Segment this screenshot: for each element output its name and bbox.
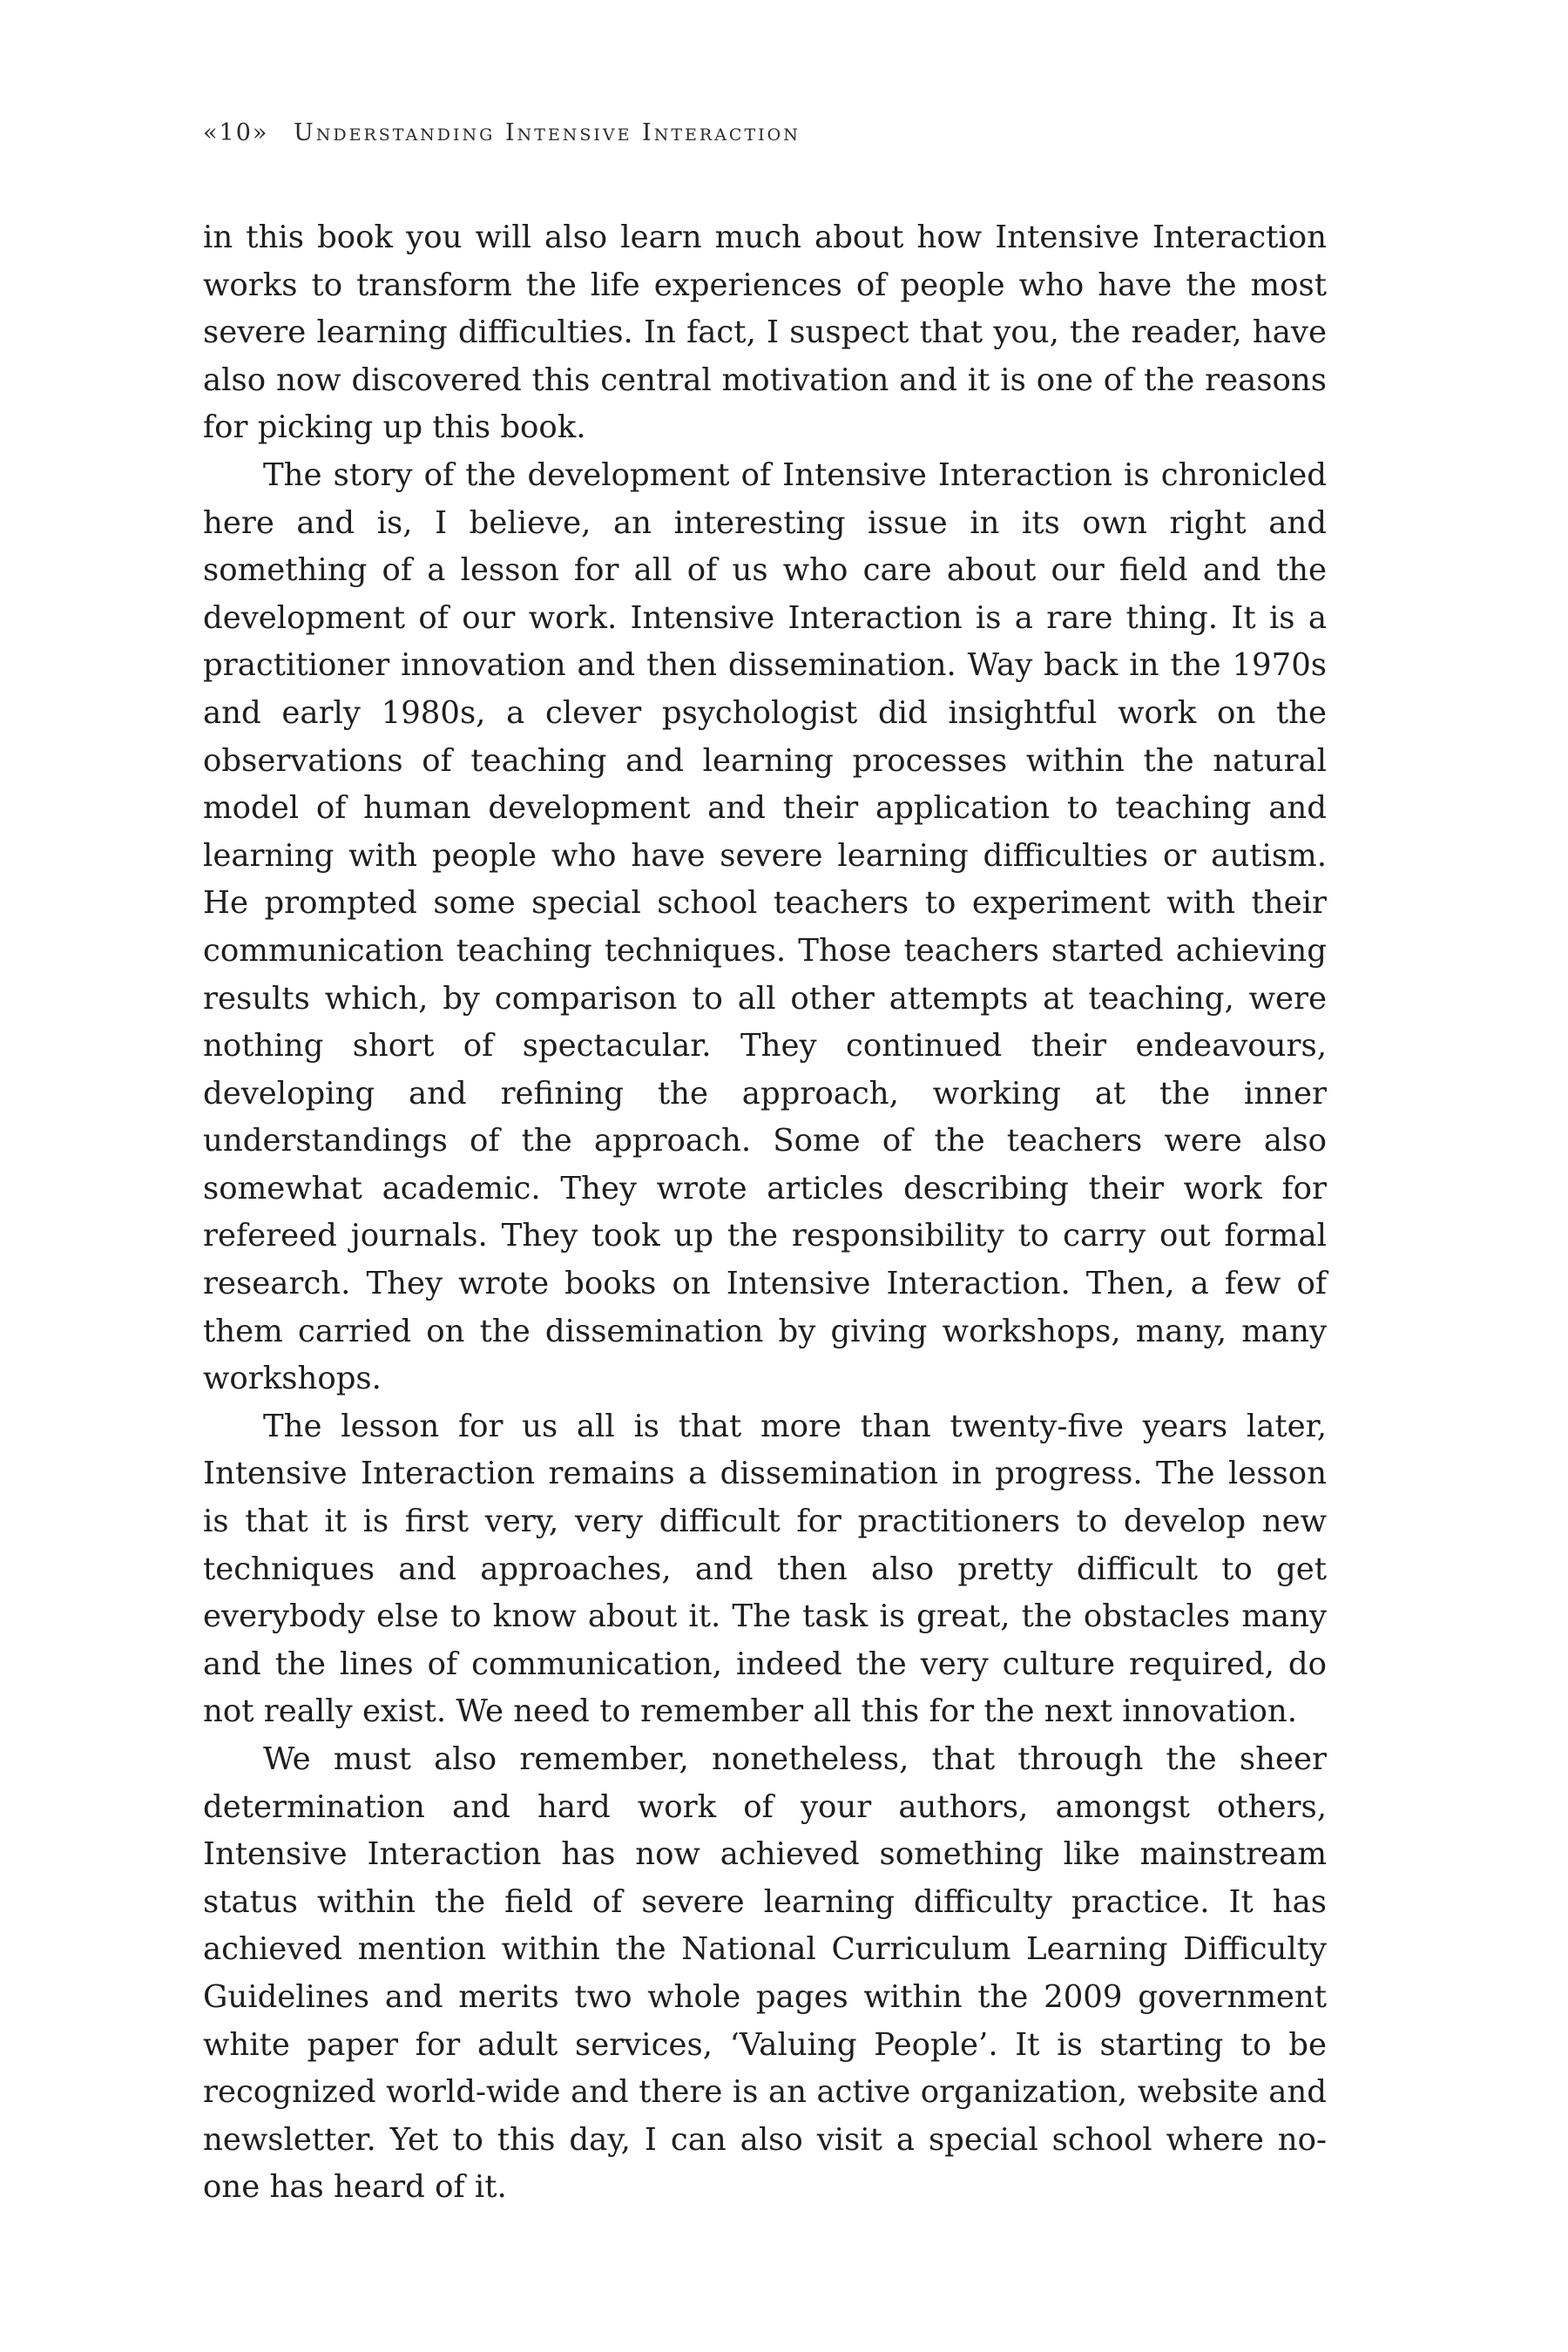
paragraph-1: in this book you will also learn much about how Intensive Interaction works to transform the life experiences of people who have the most severe learning difficulties. In fact, I suspect that you, the reader, have also now discovered this central motivation and it is one of the reasons for picking up this book.: [203, 220, 1327, 446]
paragraph-3: The lesson for us all is that more than twenty-five years later, Intensive Interaction remains a dissemination in progress. The lesson is that it is first very, very difficult for practitioners to develop new techniques and approaches, and then also pretty difficult to get everybody else to know about it. The task is great, the obstacles many and the lines of communication, indeed the very culture required, do not really exist. We need to remember all this for the next innovation.: [203, 1408, 1327, 1730]
running-title: Understanding Intensive Interaction: [294, 119, 801, 146]
body-text: [203, 214, 1327, 2212]
paragraph-2: The story of the development of Intensive Interaction is chronicled here and is, I believe, an interesting issue in its own right and something of a lesson for all of us who care about our field and the development of our work. Intensive Interaction is a rare thing. It is a practitioner innovation and then dissemination. Way back in the 1970s and early 1980s, a clever psychologist did insightful work on the observations of teaching and learning processes within the natural model of human development and their application to teaching and learning with people who have severe learning difficulties or autism. He prompted some special school teachers to experiment with their communication teaching techniques. Those teachers started achieving results which, by comparison to all other attempts at teaching, were nothing short of spectacular. They continued their endeavours, developing and refining the approach, working at the inner understandings of the approach. Some of the teachers were also somewhat academic. They wrote articles describing their work for refereed journals. They took up the responsibility to carry out formal research. They wrote books on Intensive Interaction. Then, a few of them carried on the dissemination by giving workshops, many, many workshops.: [203, 456, 1327, 1397]
paragraph-4: We must also remember, nonetheless, that through the sheer determination and hard work of your authors, amongst others, Intensive Interaction has now achieved something like mainstream status within the field of severe learning difficulty practice. It has achieved mention within the National Curriculum Learning Difficulty Guidelines and merits two whole pages within the 2009 government white paper for adult services, ‘Valuing People’. It is starting to be recognized world-wide and there is an active organization, website and newsletter. Yet to this day, I can also visit a special school where no-one has heard of it.: [203, 1741, 1327, 2206]
page-number: «10»: [203, 119, 269, 146]
running-header: [203, 116, 801, 151]
